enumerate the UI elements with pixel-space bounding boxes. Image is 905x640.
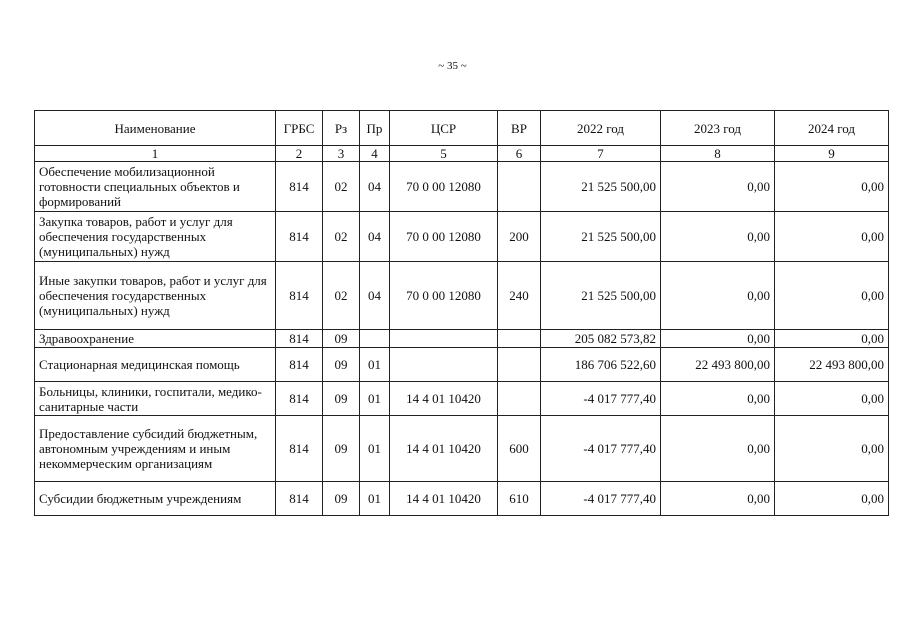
cell-name: Субсидии бюджетным учреждениям [35,482,276,516]
cell-csr: 70 0 00 12080 [390,162,498,212]
cell-2023: 22 493 800,00 [661,348,775,382]
column-number: 8 [661,146,775,162]
cell-2023: 0,00 [661,262,775,330]
cell-grbs: 814 [276,162,323,212]
header-grbs: ГРБС [276,111,323,146]
cell-grbs: 814 [276,382,323,416]
table-row [35,212,889,262]
table-row [35,330,889,348]
cell-2024: 0,00 [775,482,889,516]
cell-2024: 0,00 [775,382,889,416]
cell-2022: -4 017 777,40 [541,416,661,482]
header-2024: 2024 год [775,111,889,146]
cell-2022: 21 525 500,00 [541,162,661,212]
cell-2022: -4 017 777,40 [541,382,661,416]
column-number: 5 [390,146,498,162]
header-rz: Рз [323,111,360,146]
cell-grbs: 814 [276,348,323,382]
cell-2023: 0,00 [661,212,775,262]
header-2023: 2023 год [661,111,775,146]
cell-csr [390,348,498,382]
cell-2024: 22 493 800,00 [775,348,889,382]
header-row [35,111,889,146]
cell-grbs: 814 [276,330,323,348]
cell-vr: 200 [498,212,541,262]
table-row [35,482,889,516]
cell-csr: 14 4 01 10420 [390,382,498,416]
cell-name: Здравоохранение [35,330,276,348]
cell-grbs: 814 [276,416,323,482]
cell-grbs: 814 [276,482,323,516]
budget-table [34,110,889,516]
table-row [35,162,889,212]
cell-2023: 0,00 [661,330,775,348]
cell-pr [360,330,390,348]
cell-rz: 09 [323,382,360,416]
cell-csr: 70 0 00 12080 [390,212,498,262]
cell-2022: 21 525 500,00 [541,262,661,330]
cell-rz: 02 [323,262,360,330]
cell-rz: 09 [323,348,360,382]
cell-2024: 0,00 [775,212,889,262]
cell-rz: 09 [323,416,360,482]
header-name: Наименование [35,111,276,146]
cell-rz: 02 [323,212,360,262]
cell-pr: 04 [360,162,390,212]
cell-pr: 01 [360,382,390,416]
table-row [35,416,889,482]
cell-pr: 04 [360,262,390,330]
cell-pr: 01 [360,348,390,382]
cell-vr [498,330,541,348]
cell-2022: 21 525 500,00 [541,212,661,262]
cell-2023: 0,00 [661,416,775,482]
cell-name: Закупка товаров, работ и услуг для обеспечения государственных (муниципальных) нужд [35,212,276,262]
cell-pr: 01 [360,416,390,482]
cell-vr: 240 [498,262,541,330]
cell-2024: 0,00 [775,416,889,482]
header-vr: ВР [498,111,541,146]
cell-vr [498,162,541,212]
column-number: 4 [360,146,390,162]
cell-vr: 600 [498,416,541,482]
cell-csr: 14 4 01 10420 [390,416,498,482]
column-number: 3 [323,146,360,162]
cell-2024: 0,00 [775,162,889,212]
cell-grbs: 814 [276,262,323,330]
table-row [35,382,889,416]
column-number: 6 [498,146,541,162]
cell-vr: 610 [498,482,541,516]
cell-vr [498,348,541,382]
cell-rz: 02 [323,162,360,212]
cell-2022: 205 082 573,82 [541,330,661,348]
header-2022: 2022 год [541,111,661,146]
cell-name: Стационарная медицинская помощь [35,348,276,382]
cell-2024: 0,00 [775,262,889,330]
cell-csr: 14 4 01 10420 [390,482,498,516]
cell-name: Иные закупки товаров, работ и услуг для обеспечения государственных (муниципальных) нужд [35,262,276,330]
cell-grbs: 814 [276,212,323,262]
page-number: ~ 35 ~ [438,60,467,72]
column-number-row [35,146,889,162]
cell-rz: 09 [323,330,360,348]
cell-2023: 0,00 [661,162,775,212]
cell-pr: 01 [360,482,390,516]
cell-name: Предоставление субсидий бюджетным, автономным учреждениям и иным некоммерческим организациям [35,416,276,482]
column-number: 1 [35,146,276,162]
column-number: 9 [775,146,889,162]
header-csr: ЦСР [390,111,498,146]
cell-2022: 186 706 522,60 [541,348,661,382]
cell-2023: 0,00 [661,382,775,416]
header-pr: Пр [360,111,390,146]
cell-vr [498,382,541,416]
table-row [35,348,889,382]
cell-csr: 70 0 00 12080 [390,262,498,330]
cell-csr [390,330,498,348]
cell-name: Больницы, клиники, госпитали, медико-санитарные части [35,382,276,416]
cell-name: Обеспечение мобилизационной готовности специальных объектов и формирований [35,162,276,212]
cell-pr: 04 [360,212,390,262]
cell-rz: 09 [323,482,360,516]
table-row [35,262,889,330]
cell-2022: -4 017 777,40 [541,482,661,516]
cell-2024: 0,00 [775,330,889,348]
cell-2023: 0,00 [661,482,775,516]
column-number: 7 [541,146,661,162]
column-number: 2 [276,146,323,162]
